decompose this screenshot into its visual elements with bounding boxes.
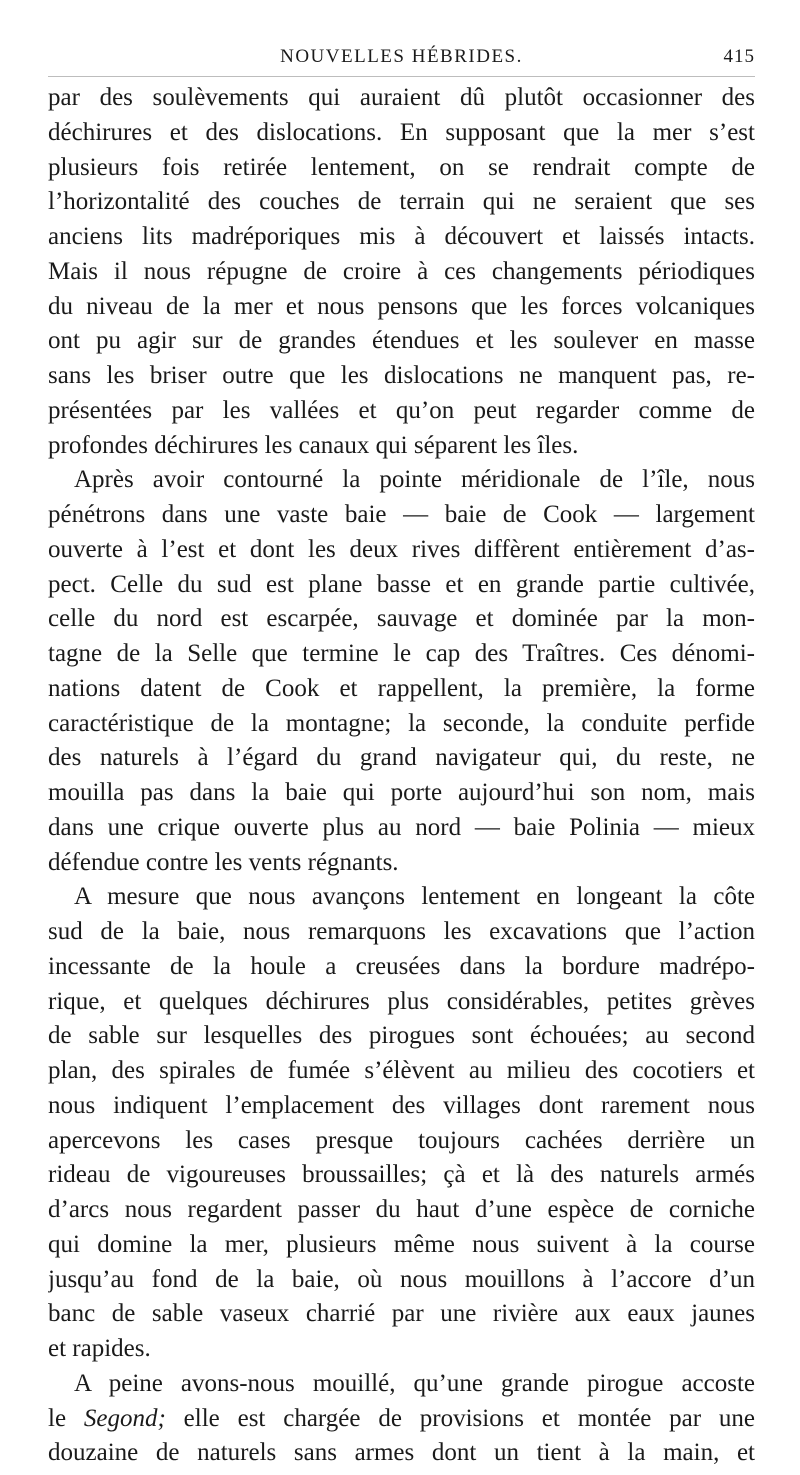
text-line: ouverte à l’est et dont les deux rives diffèrent entièrement d’as- (48, 535, 755, 563)
paragraph-2 (48, 463, 755, 880)
text-fragment: elle est chargée de provisions et montée par une (165, 1404, 755, 1432)
text-line: anciens lits madréporiques mis à découvert et laissés intacts. (48, 223, 755, 250)
text-line: nous indiquent l’emplacement des villages dont rarement nous (48, 1091, 755, 1119)
text-line: ont pu agir sur de grandes étendues et les soulever en masse (48, 327, 755, 355)
text-line: plusieurs fois retirée lentement, on se rendrait compte de (48, 153, 755, 181)
text-line: pect. Celle du sud est plane basse et en grande partie cultivée, (48, 570, 755, 598)
paragraph-3 (48, 880, 755, 1367)
text-line: pénétrons dans une vaste baie — baie de Cook — largement (48, 501, 755, 528)
text-line: dans une crique ouverte plus au nord — baie Polinia — mieux (48, 813, 755, 841)
text-line: profondes déchirures les canaux qui séparent les îles. (48, 431, 579, 459)
text-line: et rapides. (48, 1335, 151, 1362)
text-fragment: le (48, 1404, 84, 1432)
text-line: A peine avons-nous mouillé, qu’une grande pirogue accoste (74, 1369, 755, 1397)
text-line: apercevons les cases presque toujours cachées derrière un (48, 1126, 755, 1154)
paragraph-1 (48, 81, 755, 463)
text-line: incessante de la houle a creusées dans la bordure madrépo- (48, 952, 755, 980)
text-line: A mesure que nous avançons lentement en longeant la côte (74, 883, 755, 911)
page-header (48, 40, 755, 77)
paragraph-4 (48, 1367, 755, 1471)
text-line: présentées par les vallées et qu’on peut regarder comme de (48, 396, 755, 424)
page-number: 415 (723, 46, 755, 67)
text-line: Après avoir contourné la pointe méridionale de l’île, nous (74, 466, 755, 494)
text-line: caractéristique de la montagne; la seconde, la conduite perfide (48, 709, 755, 737)
text-line: du niveau de la mer et nous pensons que les forces volcaniques (48, 292, 755, 320)
text-line: nations datent de Cook et rappellent, la première, la forme (48, 674, 755, 702)
text-line: rique, et quelques déchirures plus considérables, petites grèves (48, 987, 755, 1015)
text-line: des naturels à l’égard du grand navigateur qui, du reste, ne (48, 744, 755, 772)
text-line: jusqu’au fond de la baie, où nous mouillons à l’accore d’un (48, 1265, 755, 1293)
text-line: Mais il nous répugne de croire à ces changements périodiques (48, 257, 755, 285)
text-line: défendue contre les vents régnants. (48, 848, 399, 876)
text-line: par des soulèvements qui auraient dû plutôt occasionner des (48, 84, 755, 111)
running-title: NOUVELLES HÉBRIDES. (280, 46, 523, 67)
text-line: d’arcs nous regardent passer du haut d’une espèce de corniche (48, 1196, 755, 1223)
text-line: banc de sable vaseux charrié par une rivière aux eaux jaunes (48, 1300, 755, 1328)
text-line: l’horizontalité des couches de terrain qui ne seraient que ses (48, 188, 755, 216)
ship-name: Segond; (83, 1404, 166, 1432)
text-line: tagne de la Selle que termine le cap des Traîtres. Ces dénomi- (48, 640, 755, 667)
text-line: celle du nord est escarpée, sauvage et dominée par la mon- (48, 605, 755, 633)
text-line: mouilla pas dans la baie qui porte aujourd’hui son nom, mais (48, 779, 755, 806)
text-line: déchirures et des dislocations. En supposant que la mer s’est (48, 118, 755, 146)
text-line: douzaine de naturels sans armes dont un tient à la main, et (48, 1439, 755, 1467)
text-line: qui domine la mer, plusieurs même nous suivent à la course (48, 1230, 755, 1258)
book-page (48, 40, 755, 1471)
text-line: rideau de vigoureuses broussailles; çà et là des naturels armés (48, 1161, 755, 1189)
text-line: sans les briser outre que les dislocations ne manquent pas, re- (48, 362, 755, 389)
text-line: plan, des spirales de fumée s’élèvent au milieu des cocotiers et (48, 1057, 755, 1084)
text-line-with-ship-name (48, 1402, 755, 1437)
text-line: de sable sur lesquelles des pirogues sont échouées; au second (48, 1022, 755, 1050)
text-line: sud de la baie, nous remarquons les excavations que l’action (48, 918, 755, 945)
